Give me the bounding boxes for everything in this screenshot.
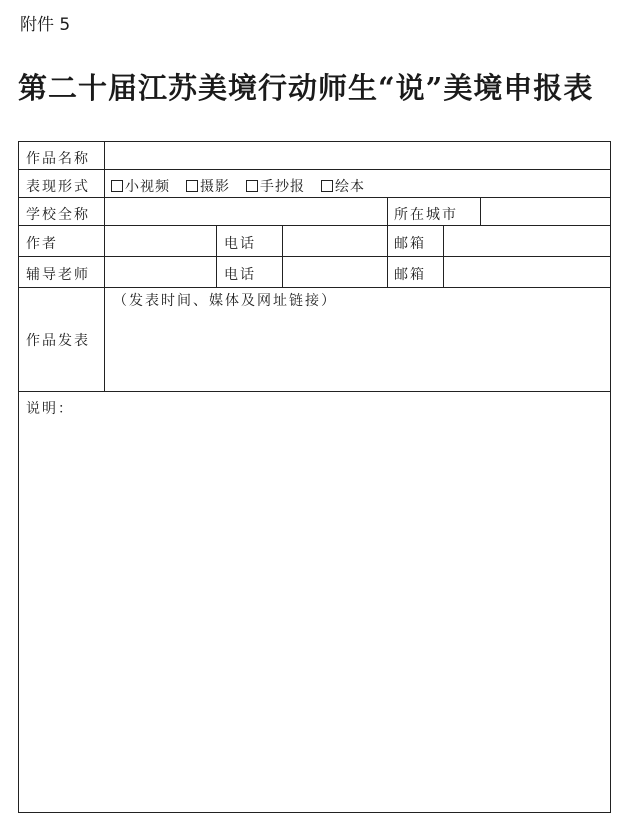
format-options [105,170,610,197]
checkbox-icon [246,180,258,192]
page-title: 第二十届江苏美境行动师生“说”美境申报表 [18,71,594,105]
publication-label: 作品发表 [26,333,90,349]
city-field[interactable] [481,198,610,225]
teacher-email-field[interactable] [444,257,610,287]
attachment-label: 附件 5 [20,15,71,35]
format-label: 表现形式 [26,179,90,195]
school-field[interactable] [105,198,388,225]
author-email-label: 邮箱 [394,236,426,252]
row-publication [19,288,610,392]
teacher-label: 辅导老师 [26,267,90,283]
teacher-field[interactable] [105,257,217,287]
option-video[interactable]: 小视频 [111,176,170,196]
city-label: 所在城市 [394,207,458,223]
notes-label: 说明： [26,401,74,417]
checkbox-icon [111,180,123,192]
work-name-field[interactable] [105,142,610,169]
application-form [18,141,611,813]
author-phone-label: 电话 [224,236,256,252]
author-email-field[interactable] [444,226,610,256]
notes-field[interactable] [19,392,610,812]
row-format [19,170,610,198]
checkbox-icon [186,180,198,192]
author-phone-field[interactable] [283,226,388,256]
teacher-phone-label: 电话 [224,267,256,283]
row-author [19,226,610,257]
teacher-phone-field[interactable] [283,257,388,287]
checkbox-icon [321,180,333,192]
publication-hint: （发表时间、媒体及网址链接） [113,293,337,309]
author-field[interactable] [105,226,217,256]
row-teacher [19,257,610,288]
author-label: 作者 [26,236,58,252]
option-picture-book[interactable]: 绘本 [321,176,365,196]
publication-field[interactable] [105,288,610,391]
option-photo[interactable]: 摄影 [186,176,230,196]
row-school [19,198,610,226]
school-label: 学校全称 [26,207,90,223]
option-handwritten-newspaper[interactable]: 手抄报 [246,176,305,196]
work-name-label: 作品名称 [26,151,90,167]
teacher-email-label: 邮箱 [394,267,426,283]
row-work-name [19,142,610,170]
